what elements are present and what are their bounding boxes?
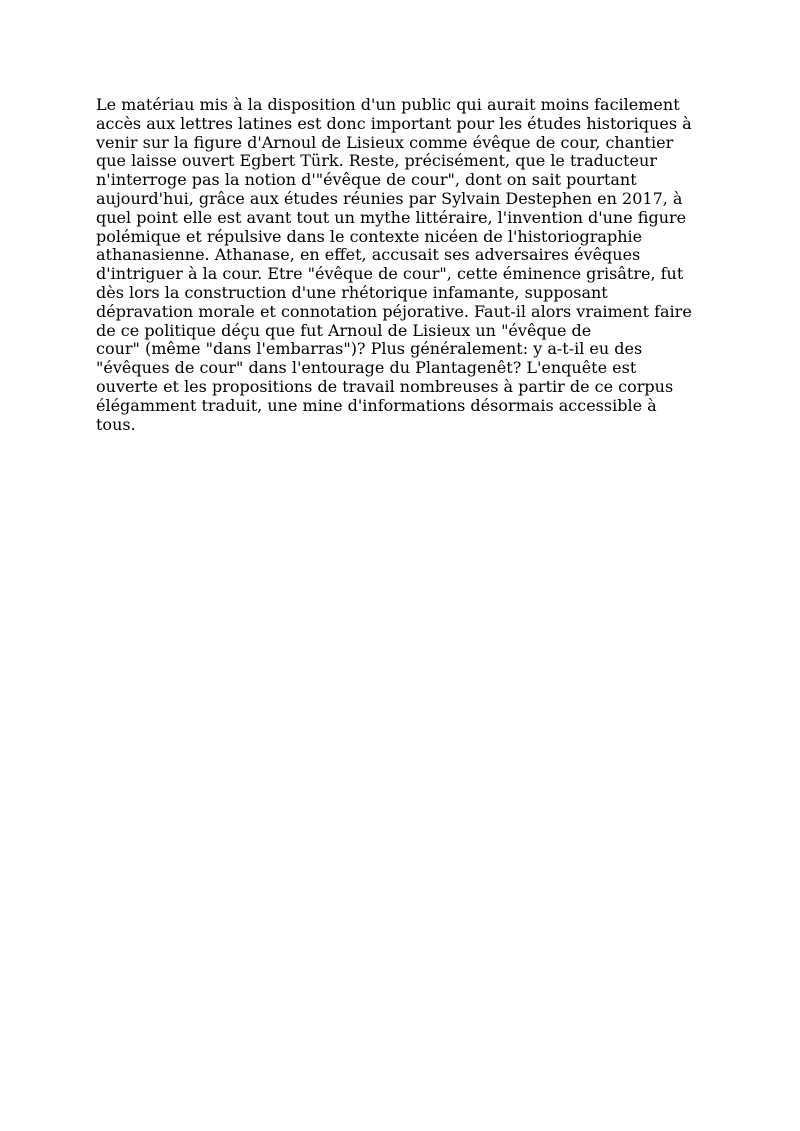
paragraph-line: aujourd'hui, grâce aux études réunies par Sylvain Destephen en 2017, à bbox=[96, 188, 683, 208]
paragraph-line: "évêques de cour" dans l'entourage du Plantagenêt? L'enquête est bbox=[96, 358, 637, 378]
paragraph-line: ouverte et les propositions de travail nombreuses à partir de ce corpus bbox=[96, 376, 674, 396]
paragraph-line: Le matériau mis à la disposition d'un public qui aurait moins facilement bbox=[96, 95, 680, 114]
paragraph-line: accès aux lettres latines est donc important pour les études historiques à bbox=[96, 113, 692, 133]
paragraph-line: dès lors la construction d'une rhétorique infamante, supposant bbox=[96, 282, 608, 302]
paragraph-line: dépravation morale et connotation péjorative. Faut-il alors vraiment faire bbox=[96, 301, 692, 321]
paragraph-line: n'interroge pas la notion d'"évêque de cour", dont on sait pourtant bbox=[96, 170, 637, 190]
body-paragraph bbox=[96, 96, 706, 434]
paragraph-line: athanasienne. Athanase, en effet, accusait ses adversaires évêques bbox=[96, 245, 641, 265]
paragraph-line: d'intriguer à la cour. Etre "évêque de cour", cette éminence grisâtre, fut bbox=[96, 264, 684, 284]
paragraph-line: cour" (même "dans l'embarras")? Plus généralement: y a-t-il eu des bbox=[96, 339, 643, 359]
paragraph-line: quel point elle est avant tout un mythe littéraire, l'invention d'une figure bbox=[96, 207, 687, 227]
paragraph-line: polémique et répulsive dans le contexte nicéen de l'historiographie bbox=[96, 226, 643, 246]
paragraph-line: que laisse ouvert Egbert Türk. Reste, précisément, que le traducteur bbox=[96, 151, 657, 171]
paragraph-line: de ce politique déçu que fut Arnoul de Lisieux un "évêque de bbox=[96, 320, 592, 340]
paragraph-line: venir sur la figure d'Arnoul de Lisieux comme évêque de cour, chantier bbox=[96, 132, 674, 152]
paragraph-line: tous. bbox=[96, 414, 136, 434]
paragraph-line: élégamment traduit, une mine d'informations désormais accessible à bbox=[96, 395, 657, 415]
